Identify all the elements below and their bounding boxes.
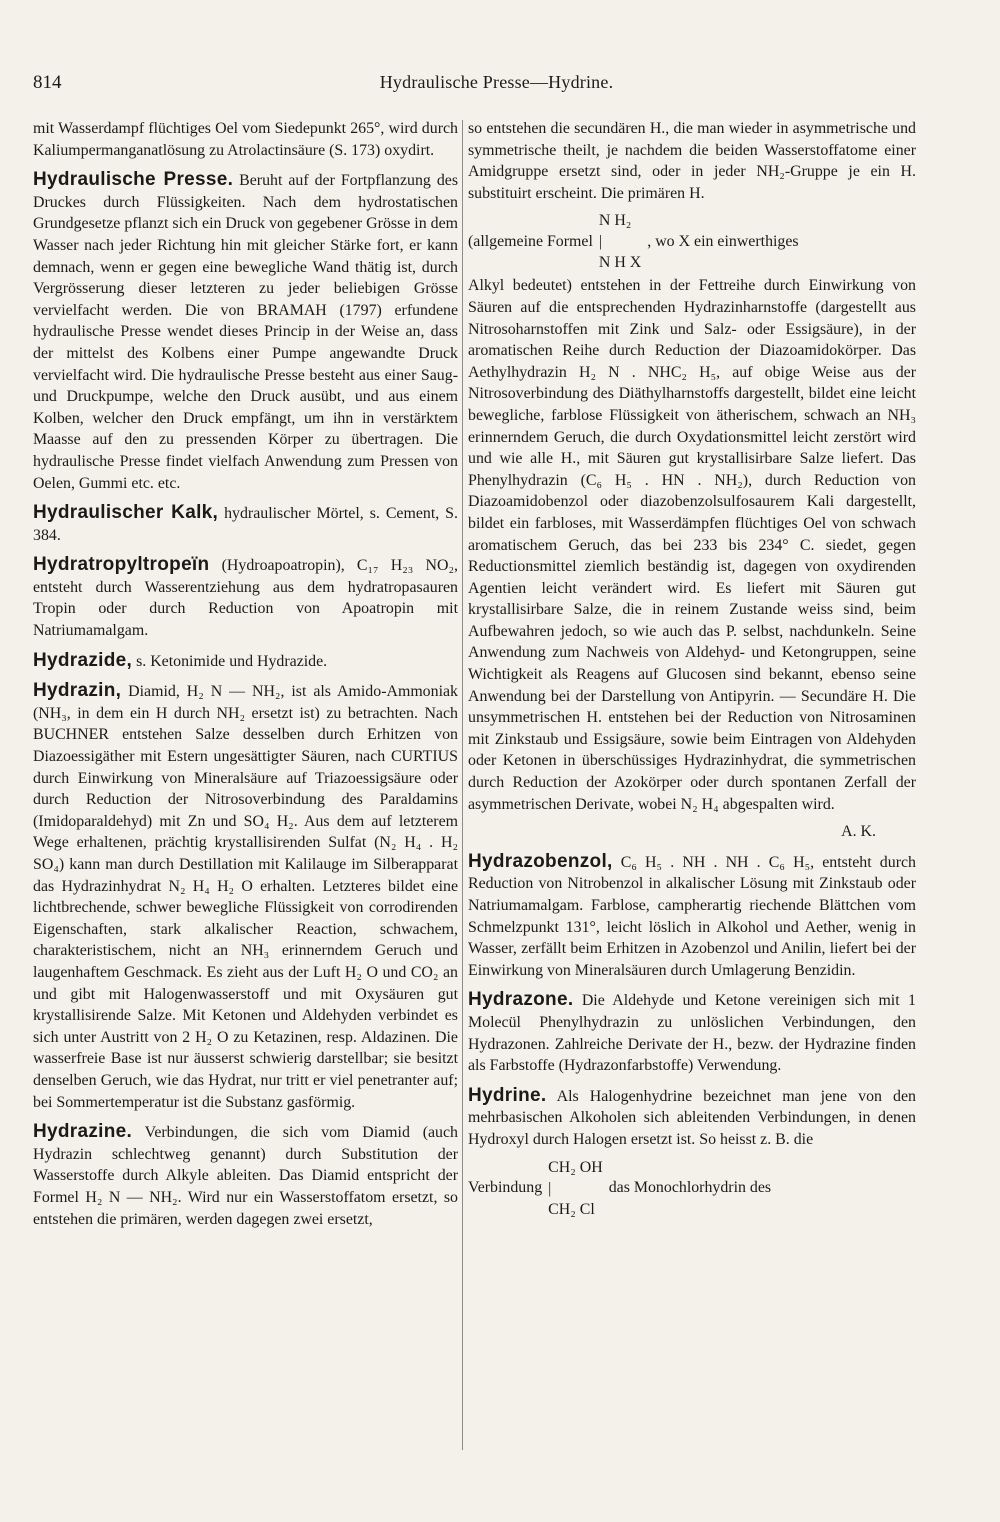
entry-text: (Hydroapoatropin), C₁₇ H₂₃ NO₂, entsteht durch Wasserentziehung aus dem hydratropasauren Tropin oder durch Reduction von Apoatropin mit Natriumamalgam. xyxy=(33,557,458,640)
entry-text: Diamid, H₂ N — NH₂, ist als Amido-Ammoniak (NH₃, in dem ein H durch NH₂ ersetzt ist) zu betrachten. Nach BUCHNER entstehen Salze desselben durch Erhitzen von Diazoessigäther mit Estern ungesättigter Säuren, nach CURTIUS durch Einwirkung von Mineralsäure auf Triazoessigsäure oder durch Reduction der Nitrosoverbindung des Paraldamins (Imidoparaldehyd) mit Zn und SO₄ H₂. Aus dem auf letzterem Wege erhaltenen, prächtig krystallisirenden Sulfat (N₂ H₄ . H₂ SO₄) kann man durch Destillation mit Kalilauge im Silberapparat das Hydrazinhydrat N₂ H₄ H₂ O erhalten. Letzteres bildet eine lichtbrechende, schwer bewegliche Flüssigkeit von corrodirenden Eigenschaften, stark alkalischer Reaction, schwachem, charakteristischem, nicht an NH₃ erinnerndem Geruch und laugenhaftem Geschmack. Es zieht aus der Luft H₂ O und CO₂ an und gibt mit Halogenwasserstoff und mit Oxysäuren gut krystallisirende Salze. Mit Ketonen und Aldehyden verbindet es sich unter Austritt von 2 H₂ O zu Ketazinen, resp. Aldazinen. Die wasserfreie Base ist nur äusserst schwierig darstellbar; sie besitzt denselben Geruch, wie das Hydrat, nur tritt er viel penetranter auf; bei Sommertemperatur ist die Substanz gasförmig. xyxy=(33,683,458,1111)
entry-hydrazine xyxy=(33,1121,458,1230)
entry-hydraulische-presse xyxy=(33,169,458,494)
formula-lead-text: (allgemeine Formel xyxy=(468,233,593,251)
entry-hydrazin xyxy=(33,680,458,1113)
right-column xyxy=(468,118,916,1222)
entry-hydrazobenzol xyxy=(468,851,916,982)
entry-heading: Hydraulische Presse. xyxy=(33,169,234,191)
entry-text: Beruht auf der Fortpflanzung des Druckes durch Flüssigkeiten. Nach dem hydrostatischen Grundgesetze pflanzt sich ein Druck von gegebener Grösse in dem Wasser nach jeder Richtung hin mit gleicher Stärke fort, er kann demnach, wenn er gegen eine bewegliche Wand thätig ist, durch Vergrösserung dieser letzteren zu jeder beliebigen Grösse vervielfacht werden. Die von BRAMAH (1797) erfundene hydraulische Presse wendet dieses Princip in der Weise an, dass der mittelst des Kolbens einer Pumpe angewandte Druck vervielfacht wird. Die hydraulische Presse besteht aus einer Saug- und Druckpumpe, welche den Druck ausübt, und aus einem Kolben, welcher den Druck empfängt, um ihn in verstärktem Maasse auf den zu pressenden Körper zu übertragen. Die hydraulische Presse findet vielfach Anwendung zum Pressen von Oelen, Gummi etc. etc. xyxy=(33,172,459,492)
paragraph-continuation: so entstehen die secundären H., die man wieder in asymmetrische und symmetrische theilt, je nachdem die beiden Wasserstoffatome einer Amidgruppe ersetzt sind, oder in jeder NH₂-Gruppe je ein H. substituirt erscheint. Die primären H. xyxy=(468,120,916,202)
entry-heading: Hydraulischer Kalk, xyxy=(33,502,219,524)
entry-hydrine xyxy=(468,1085,916,1151)
general-formula xyxy=(468,210,916,273)
formula-trail-text: das Monochlorhydrin des xyxy=(608,1179,772,1197)
entry-heading: Hydrazin, xyxy=(33,680,122,702)
formula-stack xyxy=(548,1157,603,1220)
entry-heading: Hydrazine. xyxy=(33,1121,133,1143)
entry-hydratropyltropein xyxy=(33,554,458,641)
entry-hydraulischer-kalk xyxy=(33,502,458,546)
formula-stack xyxy=(599,210,641,273)
column-divider xyxy=(462,120,463,1450)
entry-text: hydraulischer Mörtel, s. Cement, S. 384. xyxy=(33,505,458,544)
entry-text: C₆ H₅ . NH . NH . C₆ H₅, entsteht durch Reduction von Nitrobenzol in alkalischer Lösung mit Zinkstaub oder Natriumamalgam. Farblose, campherartig riechende Blättchen vom Schmelzpunkt 131°, leicht löslich in Alkohol und Aether, wenig in Wasser, zerfällt beim Erhitzen in Azobenzol und Anilin, liefert bei der Einwirkung von Mineralsäuren durch Umlagerung Benzidin. xyxy=(468,853,916,979)
author-signature: A. K. xyxy=(841,823,876,841)
formula-bottom: N H X xyxy=(598,254,642,272)
formula-bond: | xyxy=(598,233,603,251)
entry-hydrazone xyxy=(468,989,916,1076)
left-column xyxy=(33,118,458,1236)
entry-heading: Hydrazobenzol, xyxy=(468,850,613,872)
entry-heading: Hydrine. xyxy=(468,1084,547,1106)
page-number: 814 xyxy=(33,72,62,93)
formula-trail-text: , wo X ein einwerthiges xyxy=(647,233,799,251)
entry-text: Verbindungen, die sich vom Diamid (auch Hydrazin schlechtweg genannt) durch Substitution der Wasserstoffe durch Alkyle ableiten. Das Diamid entspricht der Formel H₂ N — NH₂. Wird nur ein Wasserstoffatom ersetzt, so entstehen die primären, werden dagegen zwei ersetzt, xyxy=(33,1124,458,1228)
formula-bond: | xyxy=(548,1179,552,1197)
formula-top: CH₂ OH xyxy=(548,1158,603,1176)
paragraph-continuation: mit Wasserdampf flüchtiges Oel vom Siedepunkt 265°, wird durch Kaliumpermanganatlösung zu Atrolactinsäure (S. 173) oxydirt. xyxy=(33,120,458,159)
entry-text: Die Aldehyde und Ketone vereinigen sich mit 1 Molecül Phenylhydrazin zu unlöslichen Verbindungen, den Hydrazonen. Zahlreiche Derivate der H., bezw. der Hydrazine finden als Farbstoffe (Hydrazonfarbstoffe) Verwendung. xyxy=(468,992,916,1075)
entry-heading: Hydrazone. xyxy=(468,989,574,1011)
entry-text: Als Halogenhydrine bezeichnet man jene von den mehrbasischen Alkoholen sich ableitenden Verbindungen, in denen Hydroxyl durch Halogen ersetzt ist. So heisst z. B. die xyxy=(468,1087,916,1148)
paragraph-hydrazine-details: Alkyl bedeutet) entstehen in der Fettreihe durch Einwirkung von Säuren auf die entsprechenden Hydrazinharnstoffe (dargestellt aus Nitrosoharnstoffen mit Zink und Salz- oder Essigsäure), in der aromatischen Reihe durch Reduction der Diazoamidokörper. Das Aethylhydrazin H₂ N . NHC₂ H₅, auf obige Weise aus der Nitrosoverbindung des Diäthylharnstoffs dargestellt, bildet eine leicht bewegliche, farblose Flüssigkeit von ätherischem, schwach an NH₃ erinnerndem Geruch, die durch Oxydationsmittel leicht zerstört wird und wie alle H., mit Säuren gut krystallisirbare Salze liefert. Das Phenylhydrazin (C₆ H₅ . HN . NH₂), durch Reduction von Diazoamidobenzol oder diazobenzolsulfosaurem Kali dargestellt, bildet ein farbloses, mit Wasserdämpfen flüchtiges Oel von schwach aromatischem Geruch, das bei 233 bis 234° C. siedet, gegen Reductionsmittel ziemlich beständig ist, dagegen von oxydirenden Agentien leicht verändert wird. Es liefert mit Säuren gut krystallisirbare Salze, die in reinem Zustande weiss sind, beim Aufbewahren jedoch, so wie auch das P. selbst, nachdunkeln. Seine Anwendung zum Nachweis von Aldehyd- und Ketongruppen, seine Wichtigkeit als Reagens auf Glucosen sind bekannt, ebenso seine Anwendung bei der Darstellung von Antipyrin. — Secundäre H. Die unsymmetrischen H. entstehen bei der Reduction von Nitrosaminen mit Zinkstaub und Essigsäure, sowie beim Eintragen von Aldehyden oder Ketonen in überschüssiges Hydrazinhydrat, die symmetrischen durch Reduction der Azokörper oder durch spontanen Zerfall der asymmetrischen Derivate, wobei N₂ H₄ abgespalten wird. xyxy=(468,277,916,813)
formula-bottom: CH₂ Cl xyxy=(548,1200,595,1218)
entry-text: s. Ketonimide und Hydrazide. xyxy=(132,652,328,670)
page-header xyxy=(33,72,960,98)
formula-top: N H₂ xyxy=(598,212,632,230)
running-title: Hydraulische Presse—Hydrine. xyxy=(379,72,614,92)
entry-heading: Hydratropyltropeïn xyxy=(33,554,210,576)
entry-hydrazide xyxy=(33,650,458,673)
entry-heading: Hydrazide, xyxy=(33,649,133,671)
formula-lead-text: Verbindung xyxy=(468,1179,543,1197)
monochlorhydrin-formula xyxy=(468,1157,916,1220)
